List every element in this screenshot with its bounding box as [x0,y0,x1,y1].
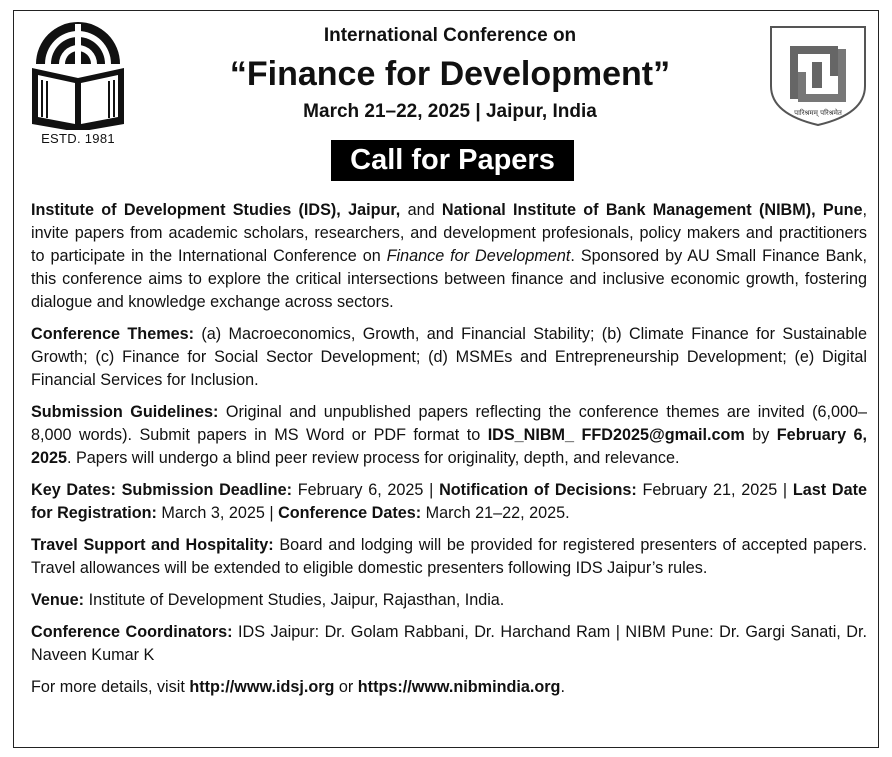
submission-deadline: February 6, 2025 [31,426,868,467]
submission-text-1: Original and unpublished papers reflecting the conference themes are invited (6,000–8,000 words). Submit papers in MS Word or PDF format to [31,403,868,444]
coordinators-label: Conference Coordinators: [31,623,233,641]
themes-paragraph [31,323,867,392]
intro-text-1: , invite papers from academic scholars, researchers, and development profesionals, policy makers and practitioners to participate in the International Conference on [31,201,867,265]
key-dates-label-2: Notification of Decisions: [439,481,637,499]
submission-text-2: by [744,426,777,444]
coordinators-text: IDS Jaipur: Dr. Golam Rabbani, Dr. Harchand Ram | NIBM Pune: Dr. Gargi Sanati, Dr. Naveen Kumar K [31,623,867,664]
themes-label: Conference Themes: [31,325,194,343]
key-dates-paragraph [31,479,867,525]
open-book-icon [28,20,128,130]
nibm-motto: पारिश्रमम् परिश्रमेत [794,109,842,117]
venue-paragraph [31,589,867,612]
intro-paragraph [31,199,867,314]
intro-text-2: . Sponsored by AU Small Finance Bank, this conference aims to explore the critical intersections between finance and inclusive economic growth, fostering dialogue and knowledge exchange across sectors. [31,247,867,311]
org-ids: Institute of Development Studies (IDS), Jaipur, [31,201,401,219]
travel-text: Board and lodging will be provided for registered presenters of accepted papers. Travel allowances will be extended to eligible domestic presenters following IDS Jaipur’s rules. [31,536,867,577]
conference-line: International Conference on [323,25,577,46]
content [31,199,867,708]
nibm-shield-icon [768,24,868,128]
conference-title: “Finance for Development” [229,55,671,93]
submission-text-3: . Papers will undergo a blind peer review process for originality, depth, and relevance. [67,449,680,467]
date-location: March 21–22, 2025 | Jaipur, India [303,101,597,122]
key-dates-value-2: February 21, 2025 | [636,481,793,499]
travel-paragraph [31,534,867,580]
nibm-website-link[interactable]: https://www.nibmindia.org [357,678,561,696]
header [150,24,750,124]
footer-text-2: or [334,678,358,696]
key-dates-value-4: March 21–22, 2025. [421,504,570,522]
conference-name: Finance for Development [386,247,571,265]
coordinators-paragraph [31,621,867,667]
intro-and: and [400,201,442,219]
ids-website-link[interactable]: http://www.idsj.org [189,678,335,696]
key-dates-label-4: Conference Dates: [278,504,422,522]
submission-email[interactable]: IDS_NIBM_ FFD2025@gmail.com [487,426,745,444]
key-dates-value-1: February 6, 2025 | [291,481,440,499]
venue-label: Venue: [31,591,85,609]
nibm-logo [768,24,868,128]
footer-text-3: . [560,678,565,696]
org-nibm: National Institute of Bank Management (NIBM), Pune [441,201,863,219]
themes-text: (a) Macroeconomics, Growth, and Financial Stability; (b) Climate Finance for Sustainable Growth; (c) Finance for Social Sector Development; (d) MSMEs and Entrepreneurship Development; (e) Digital Financial Services for Inclusion. [31,325,867,389]
key-dates-label-1: Key Dates: Submission Deadline: [31,481,292,499]
venue-text: Institute of Development Studies, Jaipur, Rajasthan, India. [84,591,505,609]
travel-label: Travel Support and Hospitality: [31,536,274,554]
submission-paragraph [31,401,867,470]
footer-text-1: For more details, visit [31,678,190,696]
call-for-papers-banner: Call for Papers [331,140,574,181]
estd-label: ESTD. 1981 [41,131,115,146]
footer-paragraph [31,676,867,699]
key-dates-value-3: March 3, 2025 | [156,504,279,522]
submission-label: Submission Guidelines: [31,403,219,421]
key-dates-label-3: Last Date for Registration: [31,481,867,522]
